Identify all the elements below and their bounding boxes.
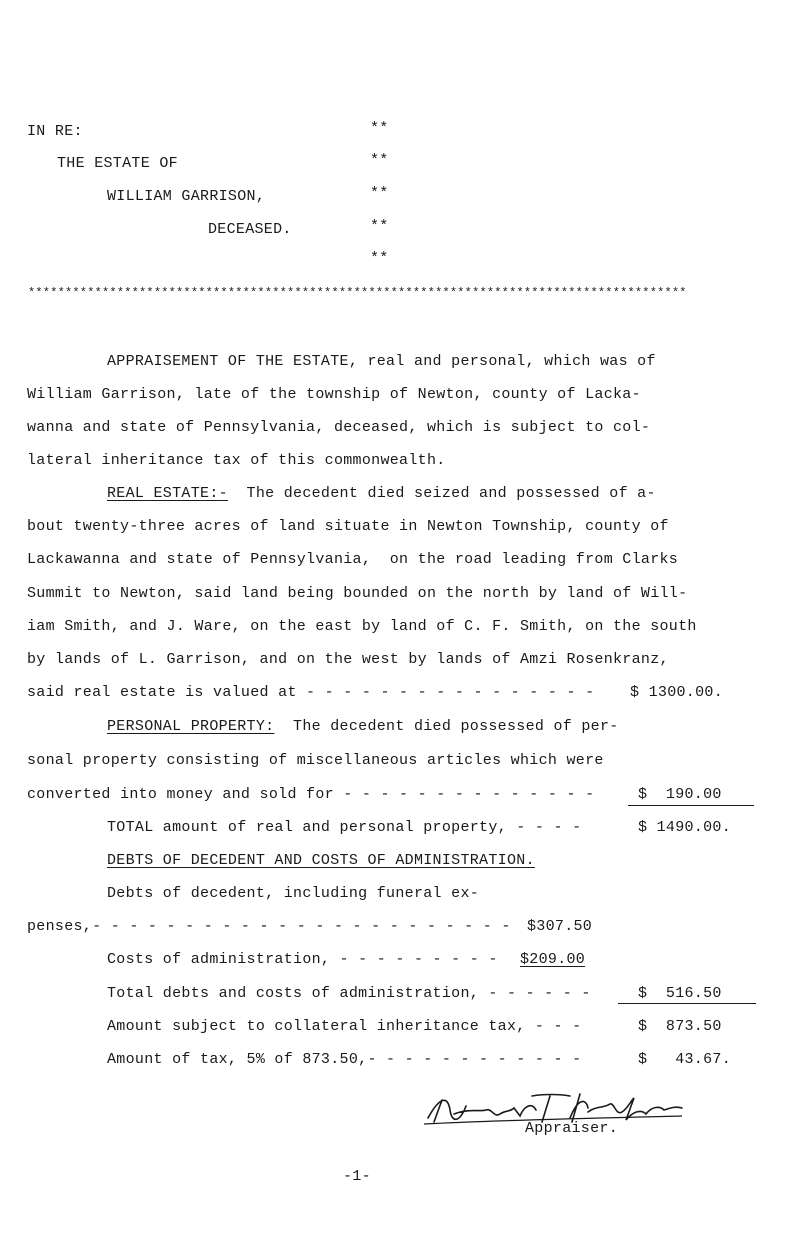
tax-value: $ 43.67. (638, 1051, 732, 1068)
personal-property-value: $ 190.00 (638, 786, 722, 803)
personal-property-first-line (107, 718, 619, 736)
caption-decedent-name: WILLIAM GARRISON, (107, 188, 266, 205)
body-line: iam Smith, and J. Ware, on the east by land of C. F. Smith, on the south (27, 618, 697, 635)
body-line: Summit to Newton, said land being bounded on the north by land of Will- (27, 585, 688, 602)
body-line: William Garrison, late of the township of Newton, county of Lacka- (27, 386, 641, 403)
real-estate-heading: REAL ESTATE:- (107, 485, 228, 502)
costs-label: Costs of administration, - - - - - - - - - (107, 951, 498, 968)
body-line: Lackawanna and state of Pennsylvania, on the road leading from Clarks (27, 551, 679, 568)
costs-value: $209.00 (520, 951, 586, 968)
real-estate-text: The decedent died seized and possessed of a- (227, 485, 656, 502)
subject-amount-label: Amount subject to collateral inheritance tax, - - - (107, 1018, 582, 1035)
personal-property-text: The decedent died possessed of per- (274, 718, 619, 735)
caption-marker: ** (370, 250, 389, 267)
body-line: lateral inheritance tax of this commonwealth. (27, 452, 446, 469)
appraiser-title: Appraiser. (525, 1120, 619, 1137)
total-debts-label: Total debts and costs of administration, - - - - - - (107, 985, 591, 1002)
caption-marker: ** (370, 185, 389, 202)
body-line: wanna and state of Pennsylvania, deceased, which is subject to col- (27, 419, 651, 436)
caption-marker: ** (370, 120, 389, 137)
total-label: TOTAL amount of real and personal property, - - - - (107, 819, 582, 836)
separator-stars: ***************************************************************************************** (28, 286, 687, 300)
subject-amount-value: $ 873.50 (638, 1018, 722, 1035)
debts-line: penses,- - - - - - - - - - - - - - - - - - - - - - - (27, 918, 511, 935)
body-line: by lands of L. Garrison, and on the west by lands of Amzi Rosenkranz, (27, 651, 669, 668)
body-line: sonal property consisting of miscellaneous articles which were (27, 752, 604, 769)
caption-marker: ** (370, 218, 389, 235)
caption-in-re: IN RE: (27, 123, 83, 140)
sum-rule (618, 1003, 756, 1004)
page-number: -1- (343, 1168, 371, 1185)
total-value: $ 1490.00. (638, 819, 732, 836)
caption-deceased: DECEASED. (208, 221, 292, 238)
debts-heading: DEBTS OF DECEDENT AND COSTS OF ADMINISTRATION. (107, 852, 535, 869)
caption-estate-of: THE ESTATE OF (57, 155, 178, 172)
body-line: APPRAISEMENT OF THE ESTATE, real and personal, which was of (107, 353, 656, 370)
personal-property-heading: PERSONAL PROPERTY: (107, 718, 275, 735)
body-line: bout twenty-three acres of land situate in Newton Township, county of (27, 518, 669, 535)
body-line: converted into money and sold for - - - - - - - - - - - - - - (27, 786, 595, 803)
body-line: said real estate is valued at - - - - - - - - - - - - - - - - (27, 684, 595, 701)
total-debts-value: $ 516.50 (638, 985, 722, 1002)
funeral-expenses-value: $307.50 (527, 918, 593, 935)
real-estate-first-line (107, 485, 656, 503)
sum-rule (628, 805, 754, 806)
real-estate-value: $ 1300.00. (630, 684, 724, 701)
tax-label: Amount of tax, 5% of 873.50,- - - - - - - - - - - - (107, 1051, 582, 1068)
debts-line: Debts of decedent, including funeral ex- (107, 885, 480, 902)
caption-marker: ** (370, 152, 389, 169)
